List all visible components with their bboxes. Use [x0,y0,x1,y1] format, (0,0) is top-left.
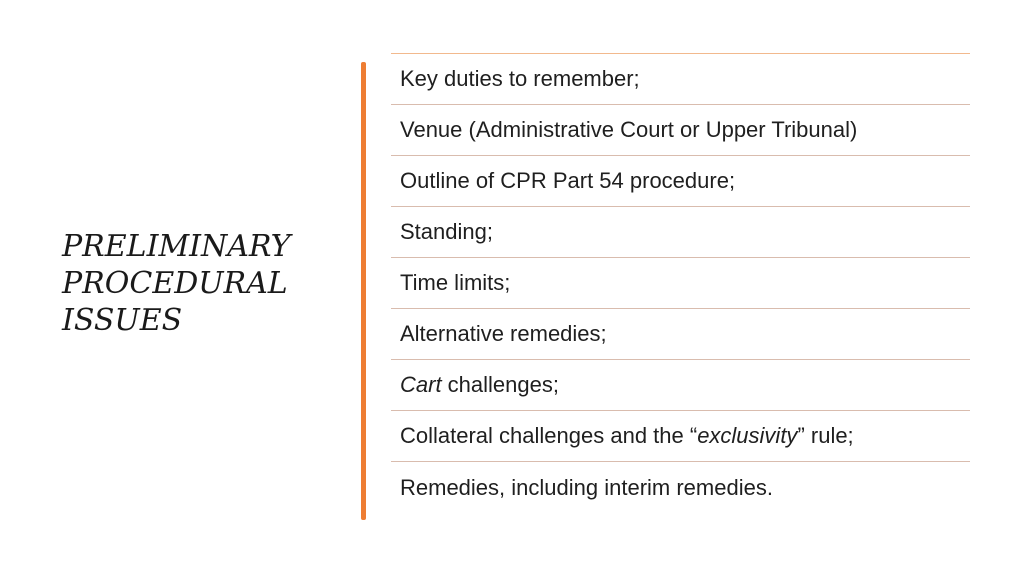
list-item-text: Standing; [400,219,493,244]
accent-divider [361,62,366,520]
title-line-1: PRELIMINARY [62,229,291,264]
list-item-collateral-challenges [391,411,970,462]
list-item-text: Collateral challenges and the “ [400,423,698,448]
list-item-key-duties [391,54,970,105]
title-line-2: PROCEDURAL [62,266,288,301]
list-item-text-end: ” rule; [797,423,854,448]
list-item-text: Time limits; [400,270,511,295]
list-item-alternative-remedies [391,309,970,360]
list-item-italic-text: Cart [400,372,442,397]
list-item-time-limits [391,258,970,309]
list-item-cart-challenges [391,360,970,411]
list-item-venue [391,105,970,156]
slide-title [62,228,342,339]
list-item-standing [391,207,970,258]
list-item-text: Venue (Administrative Court or Upper Tribunal) [400,117,858,142]
title-line-3: ISSUES [62,303,183,338]
list-item-cpr-outline [391,156,970,207]
list-item-remedies [391,462,970,513]
list-item-text: Outline of CPR Part 54 procedure; [400,168,736,193]
bullet-list [391,53,970,513]
list-item-text: Alternative remedies; [400,321,607,346]
list-item-text: challenges; [441,372,559,397]
list-item-text: Remedies, including interim remedies. [400,474,773,500]
list-item-text: Key duties to remember; [400,66,640,91]
list-item-italic-text: exclusivity [697,423,798,448]
